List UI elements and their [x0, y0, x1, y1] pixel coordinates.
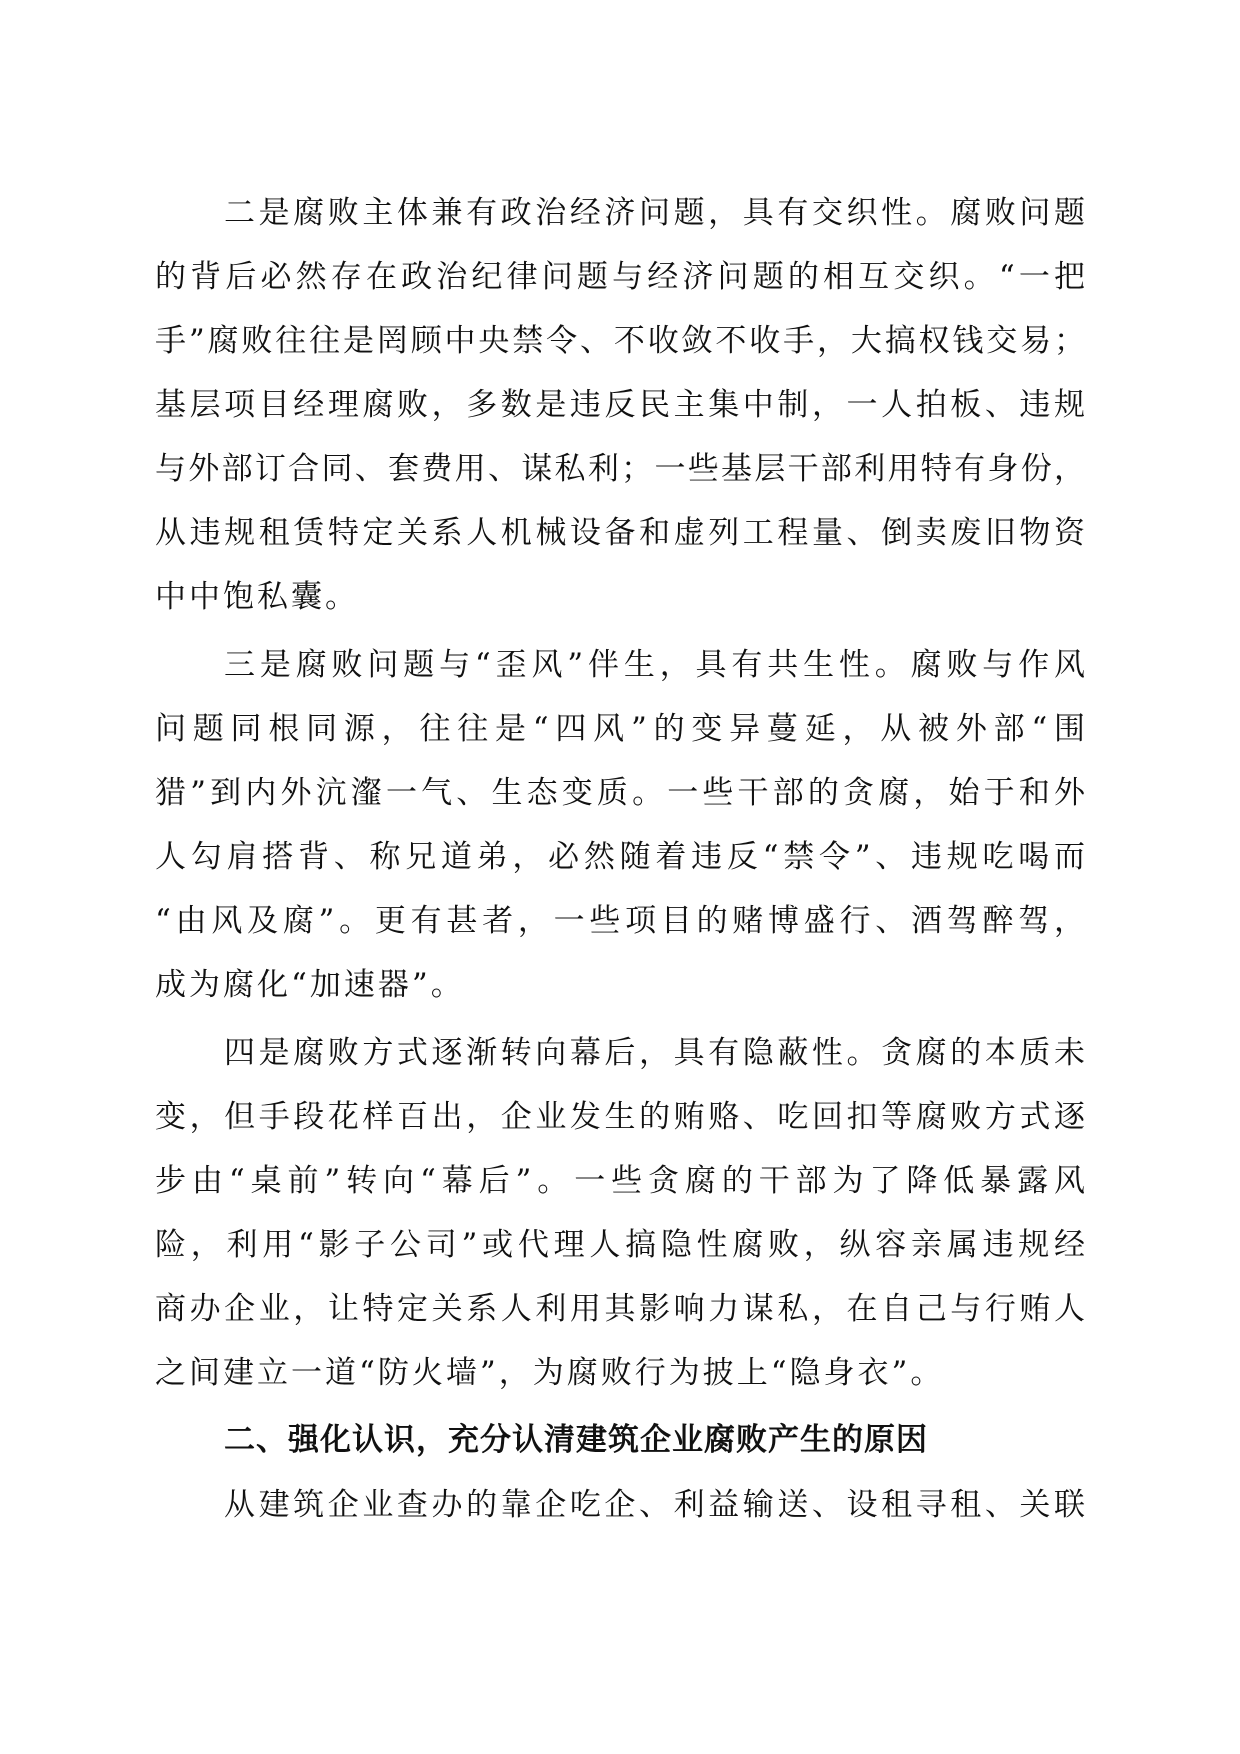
section-heading: 二、强化认识，充分认清建筑企业腐败产生的原因 — [224, 1422, 928, 1458]
paragraph-line: 基层项目经理腐败，多数是违反民主集中制，一人拍板、违规 — [155, 387, 1085, 423]
paragraph-line: 变，但手段花样百出，企业发生的贿赂、吃回扣等腐败方式逐 — [155, 1099, 1085, 1135]
paragraph-line: 成为腐化“加速器”。 — [155, 967, 465, 1003]
paragraph-line: 险，利用“影子公司”或代理人搞隐性腐败，纵容亲属违规经 — [155, 1227, 1085, 1263]
paragraph-line: 人勾肩搭背、称兄道弟，必然随着违反“禁令”、违规吃喝而 — [155, 839, 1085, 875]
paragraph-line: 的背后必然存在政治纪律问题与经济问题的相互交织。“一把 — [155, 259, 1085, 295]
paragraph-line: 中中饱私囊。 — [155, 579, 359, 615]
paragraph-line: 三是腐败问题与“歪风”伴生，具有共生性。腐败与作风 — [224, 647, 1085, 683]
paragraph-line: 问题同根同源，往往是“四风”的变异蔓延，从被外部“围 — [155, 711, 1085, 747]
paragraph-line: 猎”到内外沆瀣一气、生态变质。一些干部的贪腐，始于和外 — [155, 775, 1085, 811]
paragraph-line: 手”腐败往往是罔顾中央禁令、不收敛不收手，大搞权钱交易； — [155, 323, 1085, 359]
paragraph-line: 二是腐败主体兼有政治经济问题，具有交织性。腐败问题 — [224, 195, 1085, 231]
paragraph-line: 商办企业，让特定关系人利用其影响力谋私，在自己与行贿人 — [155, 1291, 1085, 1327]
paragraph-line: 与外部订合同、套费用、谋私利；一些基层干部利用特有身份， — [155, 451, 1085, 487]
paragraph-line: “由风及腐”。更有甚者，一些项目的赌博盛行、酒驾醉驾， — [155, 903, 1085, 939]
paragraph-line: 之间建立一道“防火墙”，为腐败行为披上“隐身衣”。 — [155, 1355, 945, 1391]
paragraph-line: 从建筑企业查办的靠企吃企、利益输送、设租寻租、关联 — [224, 1487, 1085, 1523]
paragraph-line: 四是腐败方式逐渐转向幕后，具有隐蔽性。贪腐的本质未 — [224, 1035, 1085, 1071]
paragraph-line: 从违规租赁特定关系人机械设备和虚列工程量、倒卖废旧物资 — [155, 515, 1085, 551]
paragraph-line: 步由“桌前”转向“幕后”。一些贪腐的干部为了降低暴露风 — [155, 1163, 1085, 1199]
